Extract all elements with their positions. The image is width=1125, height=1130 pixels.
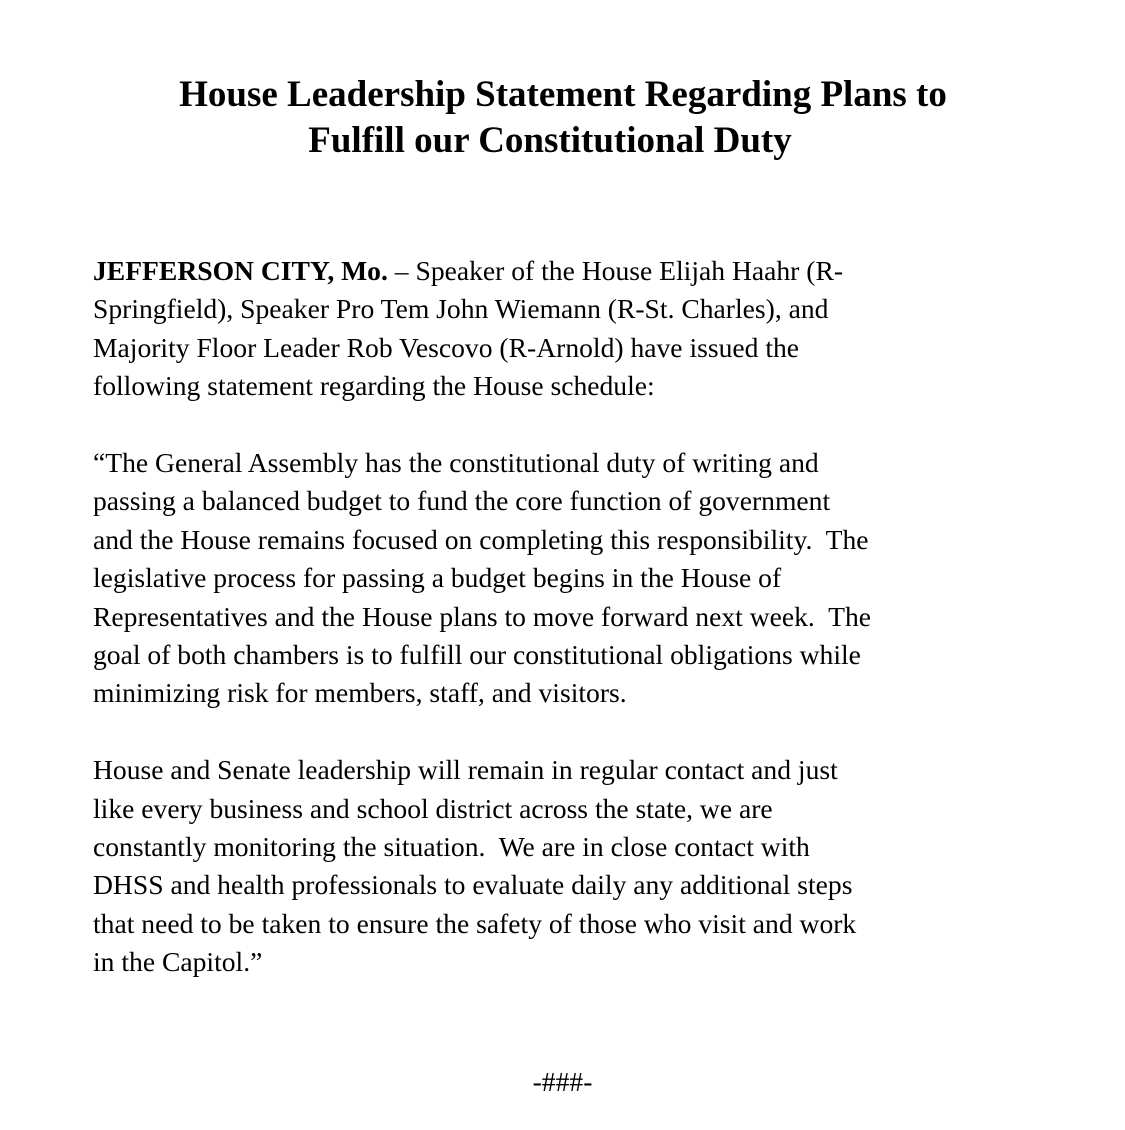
dateline: JEFFERSON CITY, Mo. — [93, 255, 388, 286]
statement-body — [93, 252, 1053, 1020]
quote-line: “The General Assembly has the constitutional duty of writing and — [93, 447, 819, 479]
quote-line: constantly monitoring the situation. We are in close contact with — [93, 831, 810, 863]
intro-line-1 — [93, 252, 1053, 290]
quote-line: that need to be taken to ensure the safety of those who visit and work — [93, 907, 857, 939]
title-line-2: Fulfill our Constitutional Duty — [308, 120, 792, 161]
title-line-1: House Leadership Statement Regarding Plans to — [179, 74, 947, 115]
quote-paragraph-1 — [93, 444, 1053, 713]
intro-paragraph — [93, 252, 1053, 406]
quote-line: minimizing risk for members, staff, and visitors. — [93, 677, 627, 709]
quote-line: Representatives and the House plans to move forward next week. The — [93, 600, 872, 632]
intro-line: Majority Floor Leader Rob Vescovo (R-Arnold) have issued the — [93, 331, 800, 363]
quote-line: in the Capitol.” — [93, 946, 263, 978]
quote-line: goal of both chambers is to fulfill our constitutional obligations while — [93, 639, 861, 671]
quote-line: DHSS and health professionals to evaluate daily any additional steps — [93, 869, 853, 901]
quote-line: and the House remains focused on completing this responsibility. The — [93, 523, 869, 555]
quote-paragraph-2 — [93, 751, 1053, 981]
intro-line-1-text: – Speaker of the House Elijah Haahr (R- — [387, 255, 844, 286]
quote-line: passing a balanced budget to fund the core function of government — [93, 485, 831, 517]
quote-line: legislative process for passing a budget begins in the House of — [93, 562, 782, 594]
quote-line: like every business and school district across the state, we are — [93, 792, 773, 824]
document-title — [0, 72, 1125, 164]
intro-line: following statement regarding the House schedule: — [93, 370, 655, 402]
intro-line: Springfield), Speaker Pro Tem John Wiemann (R-St. Charles), and — [93, 293, 829, 325]
end-mark: -###- — [532, 1066, 593, 1097]
quote-line: House and Senate leadership will remain in regular contact and just — [93, 754, 838, 786]
